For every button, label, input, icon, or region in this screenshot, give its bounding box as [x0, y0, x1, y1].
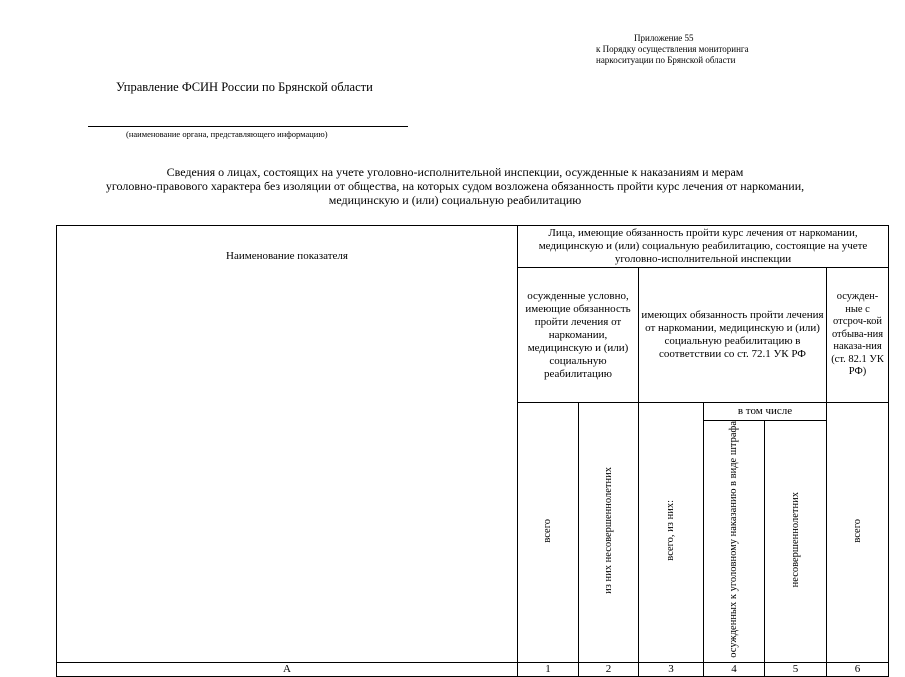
- group-header: Лица, имеющие обязанность пройти курс лечения от наркомании, медицинскую и (или) социальную реабилитацию, состоящие на учете уголовно-исполнительной инспекции: [518, 226, 889, 268]
- title-line-3: медицинскую и (или) социальную реабилитацию: [328, 193, 582, 207]
- col-fine-cell: [704, 421, 765, 663]
- appendix-line-3: наркоситуации по Брянской области: [596, 55, 736, 65]
- subgroup-article-72-1: имеющих обязанность пройти лечения от наркомании, медицинскую и (или) социальную реабилитацию в соответствии со ст. 72.1 УК РФ: [639, 268, 827, 403]
- col-number-a: А: [57, 662, 518, 676]
- report-table: [56, 225, 889, 677]
- in-that-number: в том числе: [704, 403, 827, 421]
- col-fine: осужденных к уголовному наказанию в виде штрафа: [728, 421, 739, 658]
- col-number-4: 4: [704, 662, 765, 676]
- appendix-note: [596, 33, 749, 66]
- col-minors-of-them-cell: [579, 403, 639, 663]
- title-line-1: Сведения о лицах, состоящих на учете уголовно-исполнительной инспекции, осужденные к наказаниям и мерам: [166, 165, 744, 179]
- col-total: всего: [542, 518, 553, 543]
- appendix-line-2: к Порядку осуществления мониторинга: [596, 44, 749, 54]
- col-minors-cell: [765, 421, 827, 663]
- organization-underline: [88, 126, 408, 127]
- indicator-header-cell: [57, 226, 518, 663]
- subgroup-conditional: осужденные условно, имеющие обязанность пройти лечения от наркомании, медицинскую и (или) социальную реабилитацию: [518, 268, 639, 403]
- col-total-cell: [518, 403, 579, 663]
- col-total-of-them: всего, из них:: [665, 500, 676, 561]
- col-minors: несовершеннолетних: [789, 491, 801, 588]
- organization-caption: (наименование органа, представляющего информацию): [126, 129, 328, 139]
- subgroup-deferred: осужден-ные с отсроч-кой отбыва-ния наказа-ния (ст. 82.1 УК РФ): [827, 268, 889, 403]
- document-title: [60, 165, 850, 207]
- appendix-line-1: Приложение 55: [634, 33, 694, 43]
- col-number-6: 6: [827, 662, 889, 676]
- col-total-82-cell: [827, 403, 889, 663]
- col-number-3: 3: [639, 662, 704, 676]
- title-line-2: уголовно-правового характера без изоляции от общества, на которых судом возложена обязанность пройти курс лечения от наркомании,: [105, 179, 805, 193]
- organization-name: Управление ФСИН России по Брянской области: [116, 80, 373, 94]
- col-total-of-them-cell: [639, 403, 704, 663]
- indicator-header: Наименование показателя: [226, 250, 348, 262]
- col-number-1: 1: [518, 662, 579, 676]
- col-total-82: всего: [851, 518, 863, 543]
- col-minors-of-them: из них несовершеннолетних: [602, 466, 614, 594]
- col-number-5: 5: [765, 662, 827, 676]
- col-number-2: 2: [579, 662, 639, 676]
